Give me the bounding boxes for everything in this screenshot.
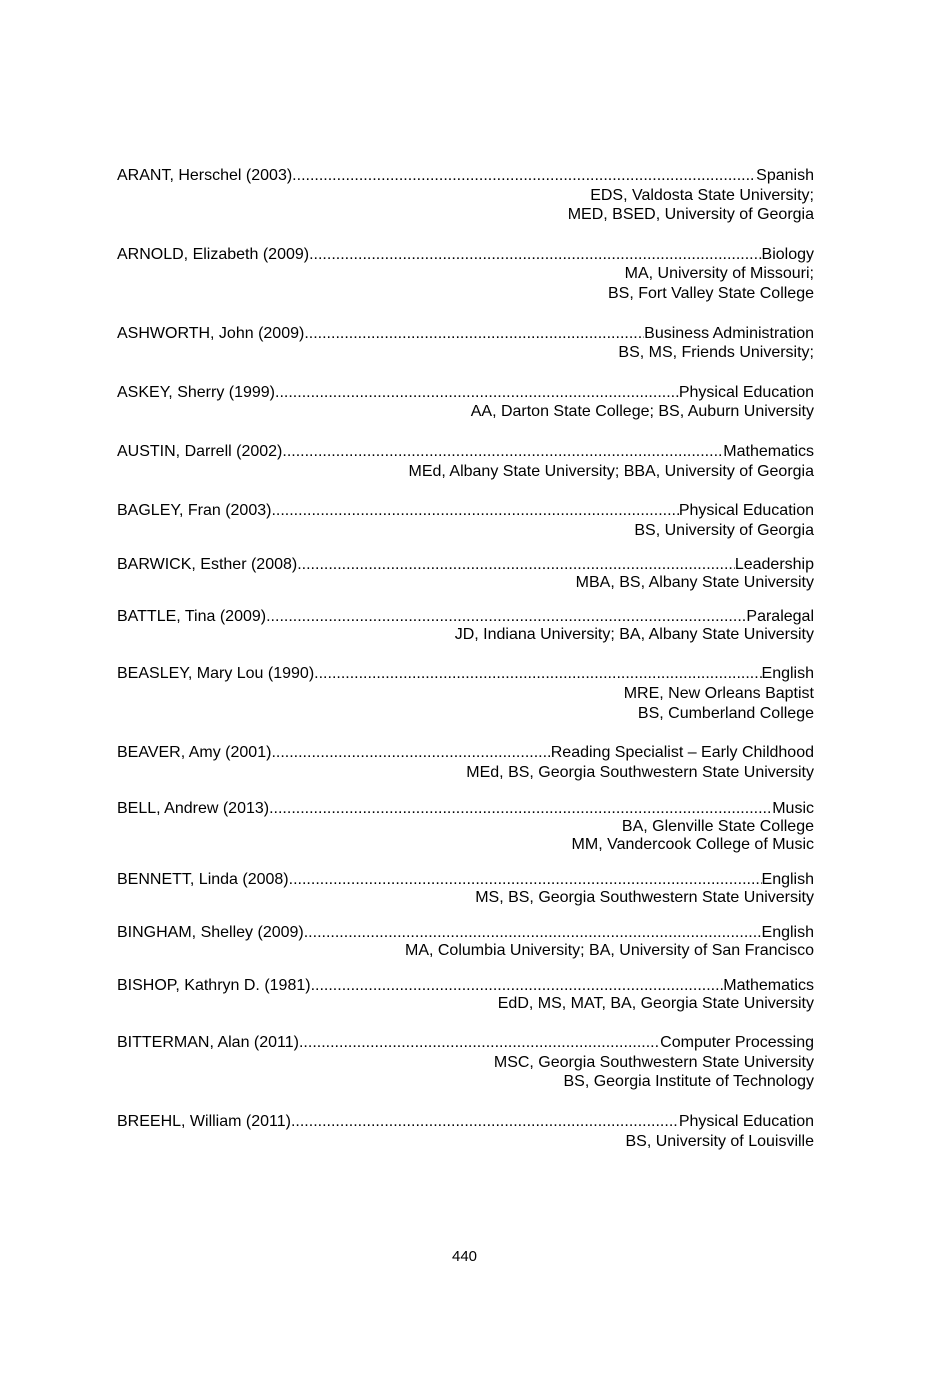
faculty-degree: EdD, MS, MAT, BA, Georgia State University [497,995,814,1013]
faculty-name: BEAVER, Amy (2001) [117,744,272,762]
dot-leader [269,800,772,818]
faculty-name: BREEHL, William (2011) [117,1113,291,1131]
dot-leader [304,324,644,344]
faculty-subject: Music [772,800,814,818]
dot-leader [271,501,678,521]
dot-leader [292,166,756,186]
faculty-name: BELL, Andrew (2013) [117,800,270,818]
faculty-entry [117,501,814,540]
dot-leader [299,1033,660,1053]
faculty-subject: English [761,924,814,942]
faculty-name: ARANT, Herschel (2003) [117,167,293,184]
faculty-degree: MBA, BS, Albany State University [575,574,814,592]
faculty-subject: Physical Education [678,502,814,520]
faculty-subject: Physical Education [678,1113,814,1131]
faculty-name: BENNETT, Linda (2008) [117,871,289,889]
faculty-name: ARNOLD, Elizabeth (2009) [117,245,310,263]
dot-leader [289,871,762,889]
faculty-subject: Physical Education [678,383,814,401]
faculty-entry [117,442,814,481]
dot-leader [309,245,761,265]
faculty-entry [117,871,814,907]
faculty-name: BITTERMAN, Alan (2011) [117,1034,299,1052]
faculty-entry [117,245,814,304]
page-number: 440 [451,1248,478,1265]
dot-leader [311,977,724,995]
faculty-degree: MEd, BS, Georgia Southwestern State University [466,763,814,781]
faculty-degree: MEd, Albany State University; BBA, University of Georgia [408,462,814,480]
faculty-entry [117,324,814,363]
faculty-degree: BS, University of Louisville [625,1132,814,1150]
dot-leader [314,664,761,684]
faculty-name: BEASLEY, Mary Lou (1990) [117,665,315,683]
faculty-subject: Paralegal [746,608,814,626]
faculty-entry [117,800,814,854]
faculty-name: AUSTIN, Darrell (2002) [117,442,283,460]
faculty-degree: MRE, New Orleans Baptist [623,684,814,702]
faculty-degree: BS, Cumberland College [637,704,814,722]
faculty-name: BATTLE, Tina (2009) [117,608,267,626]
faculty-directory [117,166,814,1151]
faculty-entry [117,924,814,960]
dot-leader [275,383,679,403]
faculty-degree: MA, Columbia University; BA, University of San Francisco [404,942,814,960]
faculty-name: ASHWORTH, John (2009) [117,324,305,342]
dot-leader [291,1112,679,1132]
dot-leader [266,608,746,626]
faculty-entry [117,1112,814,1151]
faculty-subject: English [761,871,814,889]
faculty-entry [117,743,814,782]
faculty-name: BARWICK, Esther (2008) [117,556,298,574]
faculty-degree: MM, Vandercook College of Music [571,836,814,854]
faculty-subject: Mathematics [723,442,814,460]
faculty-name: ASKEY, Sherry (1999) [117,383,276,401]
faculty-entry [117,383,814,422]
faculty-subject: Reading Specialist – Early Childhood [550,744,814,762]
faculty-degree: BS, Fort Valley State College [607,284,814,302]
dot-leader [282,442,723,462]
faculty-degree: AA, Darton State College; BS, Auburn University [470,403,814,421]
faculty-entry [117,664,814,723]
dot-leader [271,743,550,763]
faculty-subject: Computer Processing [660,1034,814,1052]
dot-leader [304,924,762,942]
faculty-subject: Mathematics [723,977,814,995]
faculty-entry [117,977,814,1013]
faculty-degree: MED, BSED, University of Georgia [567,206,814,224]
faculty-subject: English [761,665,814,683]
faculty-entry [117,556,814,592]
faculty-subject: Business Administration [644,324,814,342]
faculty-degree: BS, University of Georgia [634,521,814,539]
faculty-degree: EDS, Valdosta State University; [590,186,814,204]
faculty-degree: JD, Indiana University; BA, Albany State University [454,626,814,644]
faculty-degree: BS, Georgia Institute of Technology [563,1073,814,1091]
faculty-degree: MS, BS, Georgia Southwestern State University [475,889,814,907]
dot-leader [297,556,735,574]
faculty-subject: Biology [761,245,814,263]
faculty-entry [117,166,814,225]
faculty-entry [117,608,814,644]
faculty-name: BINGHAM, Shelley (2009) [117,924,304,942]
faculty-degree: BS, MS, Friends University; [618,344,814,362]
faculty-degree: BA, Glenville State College [621,818,814,836]
faculty-subject: Spanish [756,167,814,184]
faculty-name: BAGLEY, Fran (2003) [117,502,272,520]
faculty-degree: MA, University of Missouri; [624,265,814,283]
faculty-degree: MSC, Georgia Southwestern State University [493,1053,814,1071]
faculty-subject: Leadership [734,556,814,574]
faculty-name: BISHOP, Kathryn D. (1981) [117,977,311,995]
faculty-entry [117,1033,814,1092]
